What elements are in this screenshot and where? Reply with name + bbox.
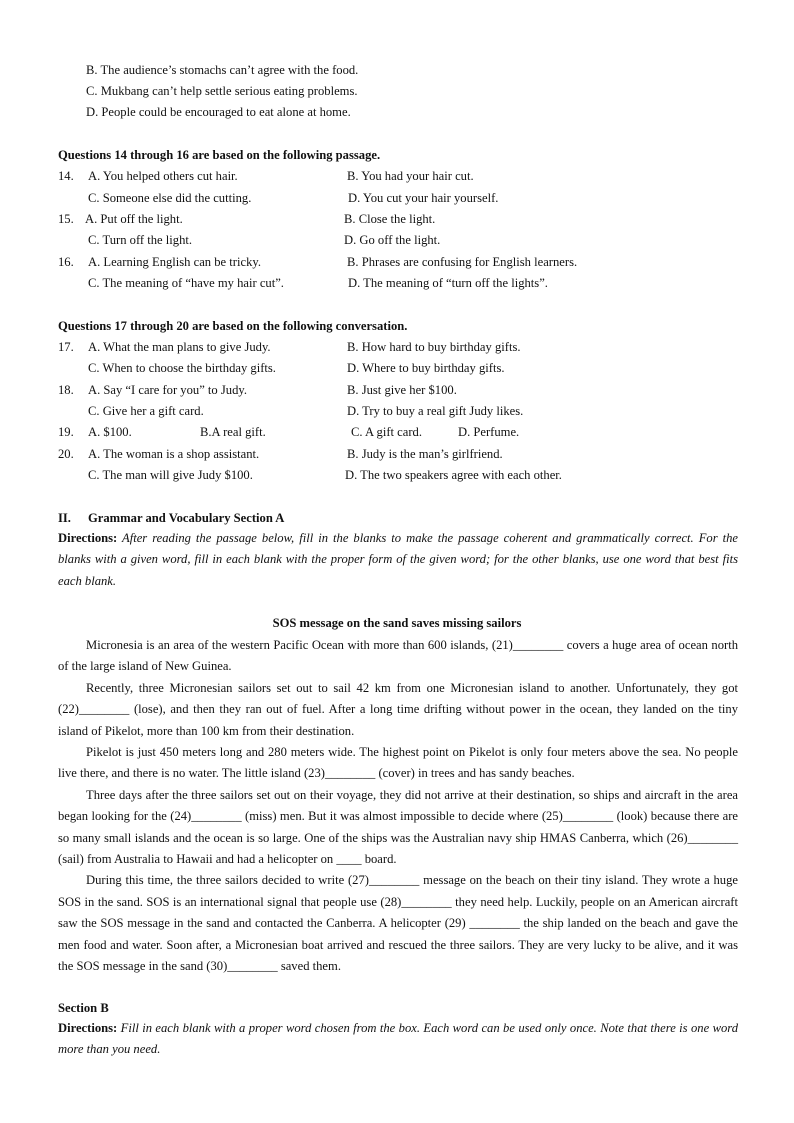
q17-option-c: C. When to choose the birthday gifts. xyxy=(88,361,276,375)
passage-paragraph: During this time, the three sailors decided to write (27)________ message on the beach on their tiny island. They wrote a huge SOS in the sand. SOS is an international signal that people use (28)________ they need help. Luckily, people on an American aircraft saw the SOS message in the sand and contacted the Canberra. A helicopter (29) ________ the ship landed on the beach and gave the men food and water. Soon after, a Micronesian boat arrived and rescued the three sailors. They are very lucky to be alive, and it was the SOS message in the sand (30)________ saved them. xyxy=(58,873,738,974)
q19-option-a: A. $100. xyxy=(88,425,132,439)
prev-option-d: D. People could be encouraged to eat alone at home. xyxy=(86,105,351,119)
q15-option-c: C. Turn off the light. xyxy=(88,233,193,247)
q19-option-c: C. A gift card. xyxy=(351,425,423,439)
q17-option-a: A. What the man plans to give Judy. xyxy=(88,340,271,354)
q15-option-a: A. Put off the light. xyxy=(85,212,183,226)
passage-title: SOS message on the sand saves missing sailors xyxy=(272,616,522,630)
section-2-number: II. xyxy=(58,511,71,525)
q19-option-d: D. Perfume. xyxy=(458,425,520,439)
q16-option-a: A. Learning English can be tricky. xyxy=(88,255,261,269)
directions-text: Fill in each blank with a proper word chosen from the box. Each word can be used only once. Note that there is one word more than you need. xyxy=(58,1021,738,1057)
passage-body xyxy=(58,635,738,978)
q18-option-d: D. Try to buy a real gift Judy likes. xyxy=(347,404,524,418)
q16-number: 16. xyxy=(58,255,74,269)
q19-number: 19. xyxy=(58,425,74,439)
q20-option-a: A. The woman is a shop assistant. xyxy=(88,447,260,461)
q14-option-d: D. You cut your hair yourself. xyxy=(348,191,499,205)
q20-number: 20. xyxy=(58,447,74,461)
q16-option-c: C. The meaning of “have my hair cut”. xyxy=(88,276,284,290)
directions-text: After reading the passage below, fill in the blanks to make the passage coherent and grammatically correct. For the blanks with a given word, fill in each blank with the proper form of the given word; for the other blanks, use one word that best fits each blank. xyxy=(58,531,738,588)
q14-option-c: C. Someone else did the cutting. xyxy=(88,191,252,205)
directions-label: Directions: xyxy=(58,531,118,545)
q16-option-d: D. The meaning of “turn off the lights”. xyxy=(348,276,548,290)
q15-number: 15. xyxy=(58,212,74,226)
q17-20-heading: Questions 17 through 20 are based on the following conversation. xyxy=(58,319,408,333)
section-2-heading: Grammar and Vocabulary Section A xyxy=(88,511,285,525)
q16-option-b: B. Phrases are confusing for English learners. xyxy=(347,255,578,269)
q15-option-b: B. Close the light. xyxy=(344,212,436,226)
q15-option-d: D. Go off the light. xyxy=(344,233,441,247)
q17-option-b: B. How hard to buy birthday gifts. xyxy=(347,340,521,354)
q18-number: 18. xyxy=(58,383,74,397)
q14-option-a: A. You helped others cut hair. xyxy=(88,169,238,183)
directions-label: Directions: xyxy=(58,1021,118,1035)
passage-paragraph: Pikelot is just 450 meters long and 280 meters wide. The highest point on Pikelot is only four meters above the sea. No people live there, and there is no water. The little island (23)________ (cover) in trees and has sandy beaches. xyxy=(58,745,738,781)
passage-paragraph: Three days after the three sailors set out on their voyage, they did not arrive at their destination, so ships and aircraft in the area began looking for the (24)________ (miss) men. But it was almost impossible to decide where (25)________ (look) because there are so many small islands and the ocean is so large. One of the ships was the Australian navy ship HMAS Canberra, which (26)________ (sail) from Australia to Hawaii and had a helicopter on ____ board. xyxy=(58,787,738,867)
q17-option-d: D. Where to buy birthday gifts. xyxy=(347,361,505,375)
section-b-heading: Section B xyxy=(58,1001,109,1015)
q18-option-b: B. Just give her $100. xyxy=(347,383,457,397)
section-2-directions xyxy=(58,528,738,592)
q14-16-heading: Questions 14 through 16 are based on the following passage. xyxy=(58,148,381,162)
q20-option-b: B. Judy is the man’s girlfriend. xyxy=(347,447,503,461)
q14-number: 14. xyxy=(58,169,74,183)
q19-option-b: B.A real gift. xyxy=(200,425,266,439)
passage-paragraph: Micronesia is an area of the western Pacific Ocean with more than 600 islands, (21)________ covers a huge area of ocean north of the large island of New Guinea. xyxy=(58,638,738,674)
passage-paragraph: Recently, three Micronesian sailors set out to sail 42 km from one Micronesian island to another. Unfortunately, they got (22)________ (lose), and then they ran out of fuel. After a long time drifting without power in the ocean, they landed on the tiny island of Pikelot, more than 100 km from their destination. xyxy=(58,680,738,738)
section-b-directions xyxy=(58,1018,738,1061)
q14-option-b: B. You had your hair cut. xyxy=(347,169,474,183)
q20-option-c: C. The man will give Judy $100. xyxy=(88,468,253,482)
prev-option-c: C. Mukbang can’t help settle serious eating problems. xyxy=(86,84,358,98)
prev-option-b: B. The audience’s stomachs can’t agree with the food. xyxy=(86,63,359,77)
q18-option-c: C. Give her a gift card. xyxy=(88,404,204,418)
q17-number: 17. xyxy=(58,340,74,354)
q18-option-a: A. Say “I care for you” to Judy. xyxy=(88,383,248,397)
q20-option-d: D. The two speakers agree with each other. xyxy=(345,468,562,482)
